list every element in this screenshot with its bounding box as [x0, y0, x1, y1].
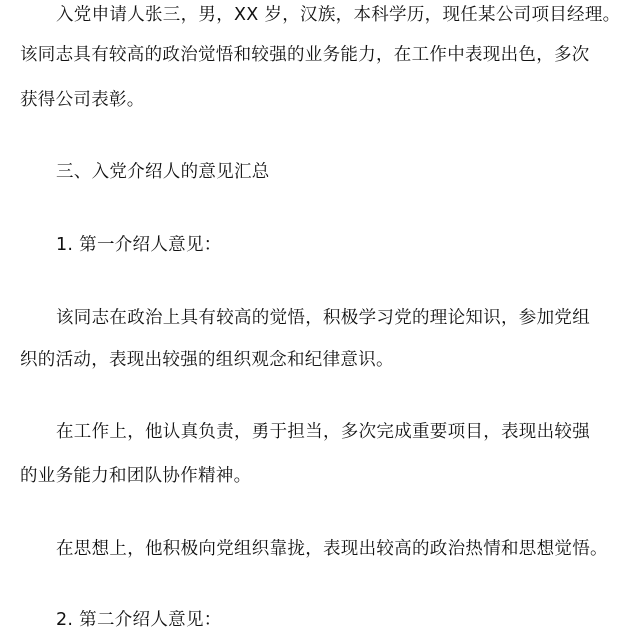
opinion-thought-line-1: 在思想上，他积极向党组织靠拢，表现出较高的政治热情和思想觉悟。	[56, 539, 608, 559]
applicant-intro-line-1: 入党申请人张三，男，XX 岁，汉族，本科学历，现任某公司项目经理。	[56, 5, 621, 25]
applicant-intro-line-2: 该同志具有较高的政治觉悟和较强的业务能力，在工作中表现出色，多次	[20, 45, 590, 65]
opinion-political-line-1: 该同志在政治上具有较高的觉悟，积极学习党的理论知识，参加党组	[56, 308, 590, 328]
opinion-work-line-2: 的业务能力和团队协作精神。	[20, 466, 252, 486]
applicant-intro-line-3: 获得公司表彰。	[20, 90, 145, 110]
opinion-work-line-1: 在工作上，他认真负责，勇于担当，多次完成重要项目，表现出较强	[56, 422, 590, 442]
section-heading-3: 三、入党介绍人的意见汇总	[56, 162, 270, 182]
opinion-political-line-2: 织的活动，表现出较强的组织观念和纪律意识。	[20, 350, 394, 370]
second-introducer-heading: 2. 第二介绍人意见：	[56, 610, 222, 630]
first-introducer-heading: 1. 第一介绍人意见：	[56, 235, 222, 255]
